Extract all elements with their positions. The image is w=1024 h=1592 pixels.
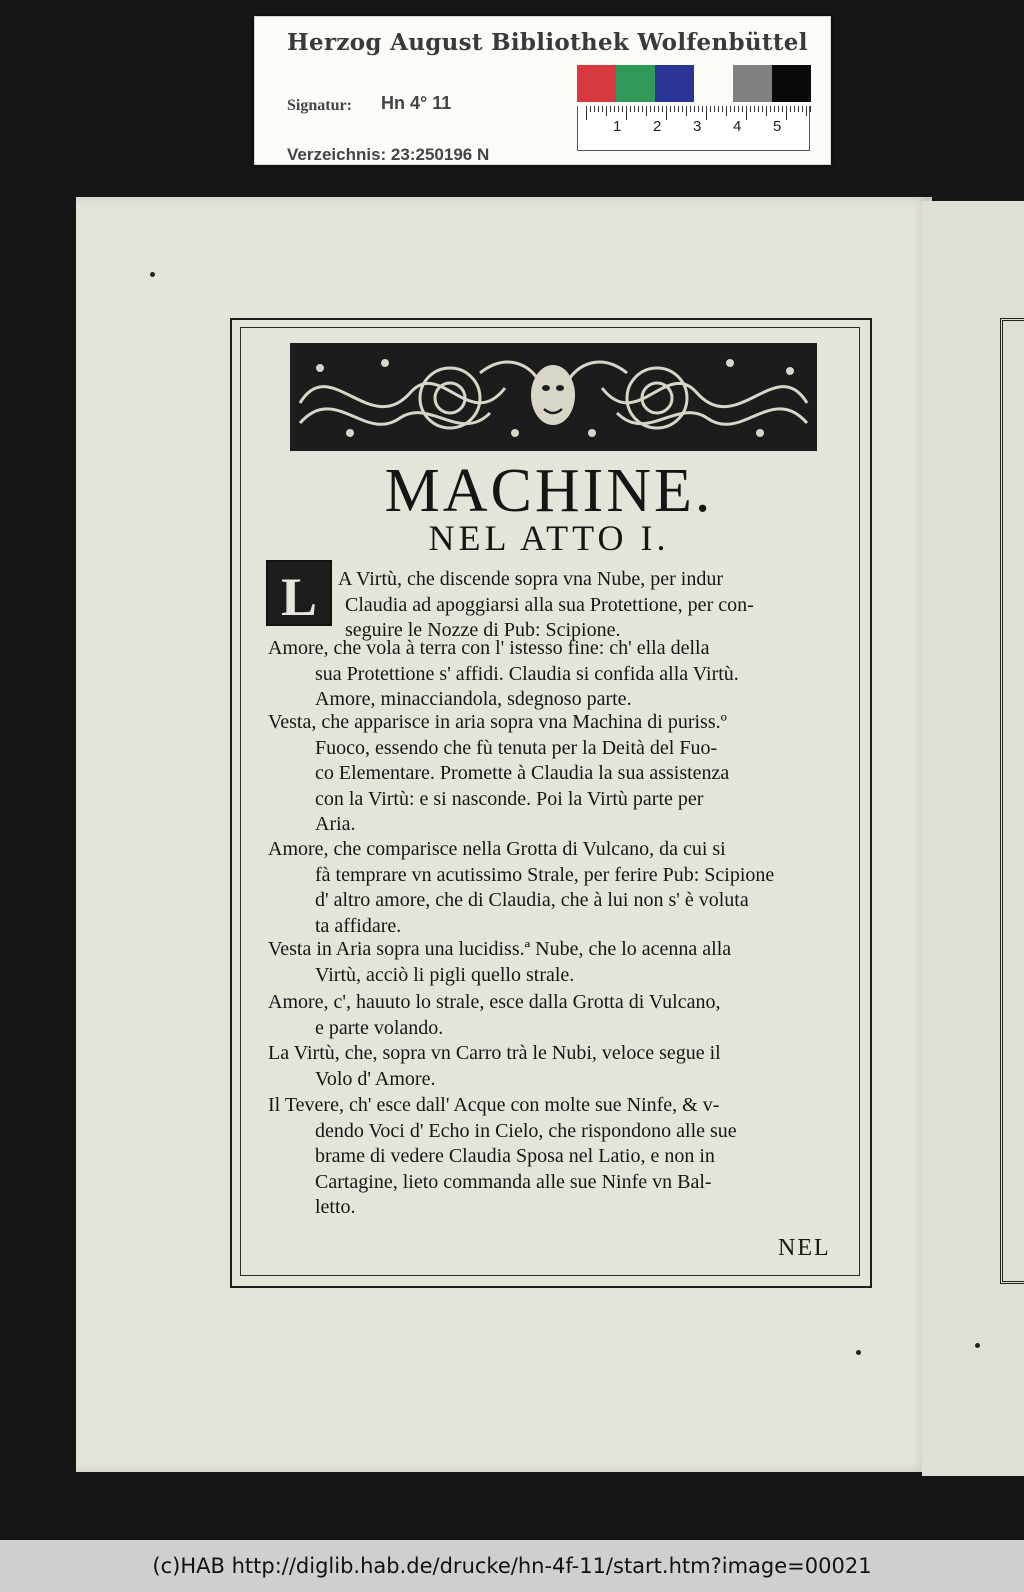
ruler-tick [650, 106, 651, 112]
ruler-tick [770, 106, 771, 112]
ruler-tick [658, 106, 659, 112]
catchword: NEL [778, 1235, 831, 1261]
entry-line: Volo d' Amore. [315, 1067, 436, 1090]
machine-entry [268, 636, 848, 713]
ruler-tick [594, 106, 595, 112]
ruler-tick [606, 106, 607, 116]
machine-entry [268, 710, 848, 838]
ruler-tick [698, 106, 699, 112]
ruler-tick [638, 106, 639, 112]
archive-label-card [254, 16, 831, 165]
entry-line: letto. [315, 1196, 356, 1218]
ruler-tick [774, 106, 775, 112]
ruler-tick [618, 106, 619, 112]
swatch-red [577, 65, 616, 102]
signatur-value: Hn 4° 11 [381, 93, 452, 113]
swatch-white [694, 65, 733, 102]
ruler-tick [634, 106, 635, 112]
ruler-tick [590, 106, 591, 112]
ruler-tick [798, 106, 799, 112]
entry-line: Virtù, acciò li pigli quello strale. [315, 963, 575, 986]
ruler-tick [802, 106, 803, 112]
entry-line: sua Protettione s' affidi. Claudia si confida alla Virtù. [315, 662, 739, 685]
paper-speck [150, 272, 155, 277]
swatch-green [616, 65, 655, 102]
entry-line: Amore, che comparisce nella Grotta di Vulcano, da cui si [268, 838, 726, 860]
page-title: MACHINE. [384, 457, 714, 525]
entry-line: co Elementare. Promette à Claudia la sua assistenza [315, 762, 730, 784]
ruler-tick [678, 106, 679, 112]
signatur-label: Signatur: [287, 97, 352, 114]
credit-url: (c)HAB http://diglib.hab.de/drucke/hn-4f-11/start.htm?image=00021 [152, 1554, 872, 1578]
ruler-tick [690, 106, 691, 112]
entry-line: A Virtù, che discende sopra vna Nube, per indur [338, 568, 723, 590]
right-page-frame [1000, 318, 1024, 1284]
ruler-tick [706, 106, 707, 120]
ruler-tick [742, 106, 743, 112]
swatch-black [772, 65, 811, 102]
paper-speck [856, 1350, 861, 1355]
verzeichnis-number: Verzeichnis: 23:250196 N [287, 145, 490, 164]
entry-line: Amore, c', hauuto lo strale, esce dalla Grotta di Vulcano, [268, 991, 721, 1013]
ruler-tick [738, 106, 739, 112]
ruler-tick [778, 106, 779, 112]
ruler-tick [766, 106, 767, 116]
ruler-tick [586, 106, 587, 120]
ruler-tick [694, 106, 695, 112]
ruler-tick [726, 106, 727, 116]
ruler-tick [794, 106, 795, 112]
ruler-tick [670, 106, 671, 112]
machine-entry [268, 837, 848, 939]
ruler-tick [710, 106, 711, 112]
paper-speck [975, 1343, 980, 1348]
act-heading: NEL ATTO I. [428, 518, 670, 558]
entry-line: seguire le Nozze di Pub: Scipione. [345, 619, 621, 641]
ruler-tick [614, 106, 615, 112]
ruler-tick [810, 106, 811, 112]
ruler-number: 3 [693, 118, 702, 135]
ruler-number: 1 [613, 118, 622, 135]
ruler-tick [734, 106, 735, 112]
color-calibration-swatches [577, 65, 811, 102]
entry-line: Vesta, che apparisce in aria sopra vna Machina di puriss.º [268, 711, 727, 733]
ruler-tick [714, 106, 715, 112]
machine-entry [268, 937, 848, 988]
swatch-gray [733, 65, 772, 102]
ruler-tick [746, 106, 747, 120]
entry-line: e parte volando. [315, 1016, 444, 1039]
ruler-tick [666, 106, 667, 120]
ruler-tick [758, 106, 759, 112]
ruler-tick [654, 106, 655, 112]
ruler-tick [682, 106, 683, 112]
machine-entry [268, 1093, 848, 1221]
entry-line: Aria. [315, 813, 356, 835]
entry-line: d' altro amore, che di Claudia, che à lui non s' è voluta [315, 889, 749, 911]
entry-line: dendo Voci d' Echo in Cielo, che rispondono alle sue [315, 1119, 737, 1142]
scale-ruler [577, 106, 810, 151]
machine-entry [268, 990, 848, 1041]
entry-line: fà temprare vn acutissimo Strale, per ferire Pub: Scipione [315, 863, 775, 886]
entry-line: con la Virtù: e si nasconde. Poi la Virtù parte per [315, 787, 704, 810]
entry-line: Claudia ad apoggiarsi alla sua Protettione, per con- [345, 593, 754, 616]
entry-line: Fuoco, essendo che fù tenuta per la Deità del Fuo- [315, 736, 718, 759]
ruler-tick [642, 106, 643, 112]
ruler-tick [598, 106, 599, 112]
entry-line: Amore, che vola à terra con l' istesso fine: ch' ella della [268, 637, 710, 659]
ruler-tick [646, 106, 647, 116]
ruler-tick [786, 106, 787, 120]
ruler-tick [626, 106, 627, 120]
initial-letter: L [280, 567, 318, 627]
ruler-tick [602, 106, 603, 112]
ruler-number: 2 [653, 118, 662, 135]
entry-line: brame di vedere Claudia Sposa nel Latio, e non in [315, 1145, 715, 1167]
credit-footer [0, 1540, 1024, 1592]
entry-line: Cartagine, lieto commanda alle sue Ninfe vn Bal- [315, 1170, 712, 1193]
ruler-number: 5 [773, 118, 782, 135]
ruler-tick [610, 106, 611, 112]
library-name: Herzog August Bibliothek Wolfenbüttel [287, 29, 808, 56]
headpiece-ornament [290, 343, 817, 451]
ruler-tick [762, 106, 763, 112]
entry-line: Il Tevere, ch' esce dall' Acque con molte sue Ninfe, & v- [268, 1094, 720, 1116]
ruler-tick [622, 106, 623, 112]
ruler-tick [722, 106, 723, 112]
ruler-tick [718, 106, 719, 112]
ruler-tick [686, 106, 687, 116]
machine-entry [268, 1041, 848, 1092]
machine-entry [268, 567, 848, 644]
ruler-tick [790, 106, 791, 112]
ruler-tick [754, 106, 755, 112]
ruler-tick [782, 106, 783, 112]
ruler-tick [674, 106, 675, 112]
ruler-number: 4 [733, 118, 742, 135]
ruler-tick [662, 106, 663, 112]
ruler-tick [630, 106, 631, 112]
entry-line: ta affidare. [315, 914, 402, 937]
entry-line: Amore, minacciandola, sdegnoso parte. [315, 688, 632, 710]
ruler-tick [750, 106, 751, 112]
swatch-blue [655, 65, 694, 102]
ruler-tick [702, 106, 703, 112]
entry-line: La Virtù, che, sopra vn Carro trà le Nubi, veloce segue il [268, 1042, 721, 1064]
ruler-tick [730, 106, 731, 112]
ruler-tick [806, 106, 807, 116]
entry-line: Vesta in Aria sopra una lucidiss.ª Nube, che lo acenna alla [268, 938, 732, 960]
